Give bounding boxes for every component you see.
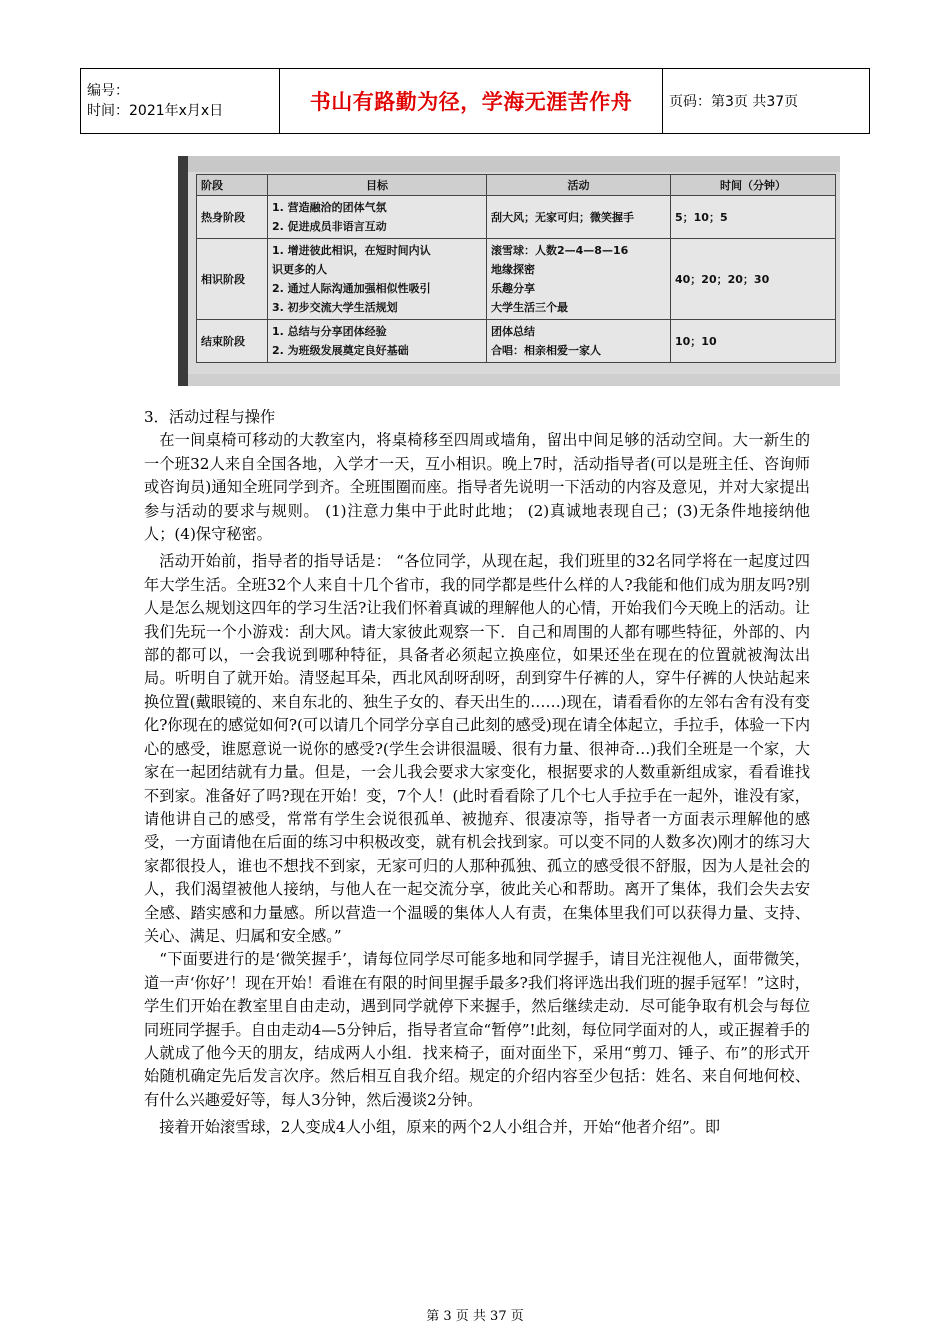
activity-plan-table — [196, 174, 836, 363]
activity-line: 团体总结 — [491, 325, 535, 338]
scanned-table-image — [178, 156, 840, 386]
activity-cell — [487, 196, 671, 239]
activity-line: 大学生活三个最 — [491, 301, 568, 314]
goal-line: 1. 营造融洽的团体气氛 — [272, 201, 387, 214]
body-paragraph: 活动开始前，指导者的指导话是： “各位同学，从现在起，我们班里的32名同学将在一起度过四年大学生活。全班32个人来自十几个省市，我的同学都是些什么样的人?我能和他们成为朋友吗?别人是怎么规划这四年的学习生活?让我们怀着真诚的理解他人的心情，开始我们今天晚上的活动。让我们先玩一个小游戏：刮大风。请大家彼此观察一下．自己和周围的人都有哪些特征，外部的、内部的都可以，一会我说到哪种特征，具备者必须起立换座位，如果还坐在现在的位置就被淘汰出局。听明自了就开始。清竖起耳朵，西北风刮呀刮呀，刮到穿牛仔裤的人，穿牛仔裤的人快站起来换位置(戴眼镜的、来自东北的、独生子女的、春天出生的……)现在，请看看你的左邻右舍有没有变化?你现在的感觉如何?(可以请几个同学分享自己此刻的感受)现在请全体起立，手拉手，体验一下内心的感受，谁愿意说一说你的感受?(学生会讲很温暖、很有力量、很神奇…)我们全班是一个家，大家在一起团结就有力量。但是，一会儿我会要求大家变化，根据要求的人数重新组成家，看看谁找不到家。准备好了吗?现在开始！变，7个人！(此时看看除了几个七人手拉手在一起外，谁没有家，请他讲自己的感受，常常有学生会说很孤单、被抛弃、很凄凉等，指导者一方面表示理解他的感受，一方面请他在后面的练习中积极改变，就有机会找到家。可以变不同的人数多次)刚才的练习大家都很投人，谁也不想找不到家，无家可归的人那种孤独、孤立的感受很不舒服，因为人是社会的人，我们渴望被他人接纳，与他人在一起交流分享，彼此关心和帮助。离开了集体，我们会失去安全感、踏实感和力量感。所以营造一个温暖的集体人人有责，在集体里我们可以获得力量、支持、关心、满足、归属和安全感。” — [144, 552, 811, 945]
goal-line: 3. 初步交流大学生活规划 — [272, 301, 398, 314]
activity-line: 合唱：相亲相爱一家人 — [491, 344, 601, 357]
activity-cell — [487, 239, 671, 320]
table-row — [197, 196, 836, 239]
goal-cell — [268, 196, 487, 239]
header-stage: 阶段 — [197, 175, 268, 196]
goal-line: 识更多的人 — [272, 263, 327, 276]
document-body — [144, 406, 810, 1140]
header-meta — [81, 69, 280, 134]
time-cell: 10；10 — [671, 320, 836, 363]
goal-line: 1. 总结与分享团体经验 — [272, 325, 387, 338]
header-time: 时间（分钟） — [671, 175, 836, 196]
stage-cell: 结束阶段 — [197, 320, 268, 363]
scan-top-strip — [188, 156, 840, 172]
activity-line: 滚雪球：人数2—4—8—16 — [491, 244, 629, 257]
table-header-row — [197, 175, 836, 196]
date-label: 时间：2021年x月x日 — [87, 103, 224, 119]
goal-line: 2. 为班级发展奠定良好基础 — [272, 344, 409, 357]
goal-line: 1. 增进彼此相识，在短时间内认 — [272, 244, 431, 257]
header-activity: 活动 — [487, 175, 671, 196]
goal-line: 2. 促进成员非语言互动 — [272, 220, 387, 233]
time-cell: 40；20；20；30 — [671, 239, 836, 320]
goal-cell — [268, 320, 487, 363]
number-label: 编号： — [87, 83, 129, 99]
stage-cell: 热身阶段 — [197, 196, 268, 239]
body-paragraph: 接着开始滚雪球，2人变成4人小组，原来的两个2人小组合并，开始“他者介绍”。即 — [159, 1118, 721, 1137]
goal-line: 2. 通过人际沟通加强相似性吸引 — [272, 282, 431, 295]
header-page-label: 页码：第3页 共37页 — [663, 69, 870, 134]
header-goal: 目标 — [268, 175, 487, 196]
scan-bottom-strip — [188, 374, 840, 386]
page-footer: 第 3 页 共 37 页 — [426, 1309, 524, 1324]
goal-cell — [268, 239, 487, 320]
body-paragraph: “下面要进行的是‘微笑握手’，请每位同学尽可能多地和同学握手，请目光注视他人，面带微笑，道一声‘你好’！现在开始！看谁在有限的时间里握手最多?我们将评选出我们班的握手冠军！”这时，学生们开始在教室里自由走动，遇到同学就停下来握手，然后继续走动．尽可能争取有机会与每位同班同学握手。自由走动4—5分钟后，指导者宣命“暂停”!此刻，每位同学面对的人，或正握着手的人就成了他今天的朋友，结成两人小组．找来椅子，面对面坐下，采用“剪刀、锤子、布”的形式开始随机确定先后发言次序。然后相互自我介绍。规定的介绍内容至少包括：姓名、来自何地何校、有什么兴趣爱好等，每人3分钟，然后漫谈2分钟。 — [144, 950, 810, 1109]
table-row — [197, 320, 836, 363]
table-row — [197, 239, 836, 320]
section-title: 3．活动过程与操作 — [144, 408, 276, 426]
time-cell: 5；10；5 — [671, 196, 836, 239]
stage-cell: 相识阶段 — [197, 239, 268, 320]
page-header — [80, 68, 870, 134]
activity-line: 刮大风；无家可归；微笑握手 — [491, 210, 634, 224]
activity-line: 乐趣分享 — [491, 282, 535, 295]
activity-line: 地缘探密 — [491, 263, 535, 276]
activity-cell — [487, 320, 671, 363]
header-motto: 书山有路勤为径，学海无涯苦作舟 — [280, 69, 663, 134]
body-paragraph: 在一间桌椅可移动的大教室内，将桌椅移至四周或墙角，留出中间足够的活动空间。大一新生的一个班32人来自全国各地，入学才一天，互小相识。晚上7时，活动指导者(可以是班主任、咨询师或咨询员)通知全班同学到齐。全班围圈而座。指导者先说明一下活动的内容及意见，并对大家提出参与活动的要求与规则。 (1)注意力集中于此时此地； (2)真诚地表现自己；(3)无条件地接纳他人；(4)保守秘密。 — [144, 431, 810, 544]
scan-dark-edge — [178, 156, 188, 386]
